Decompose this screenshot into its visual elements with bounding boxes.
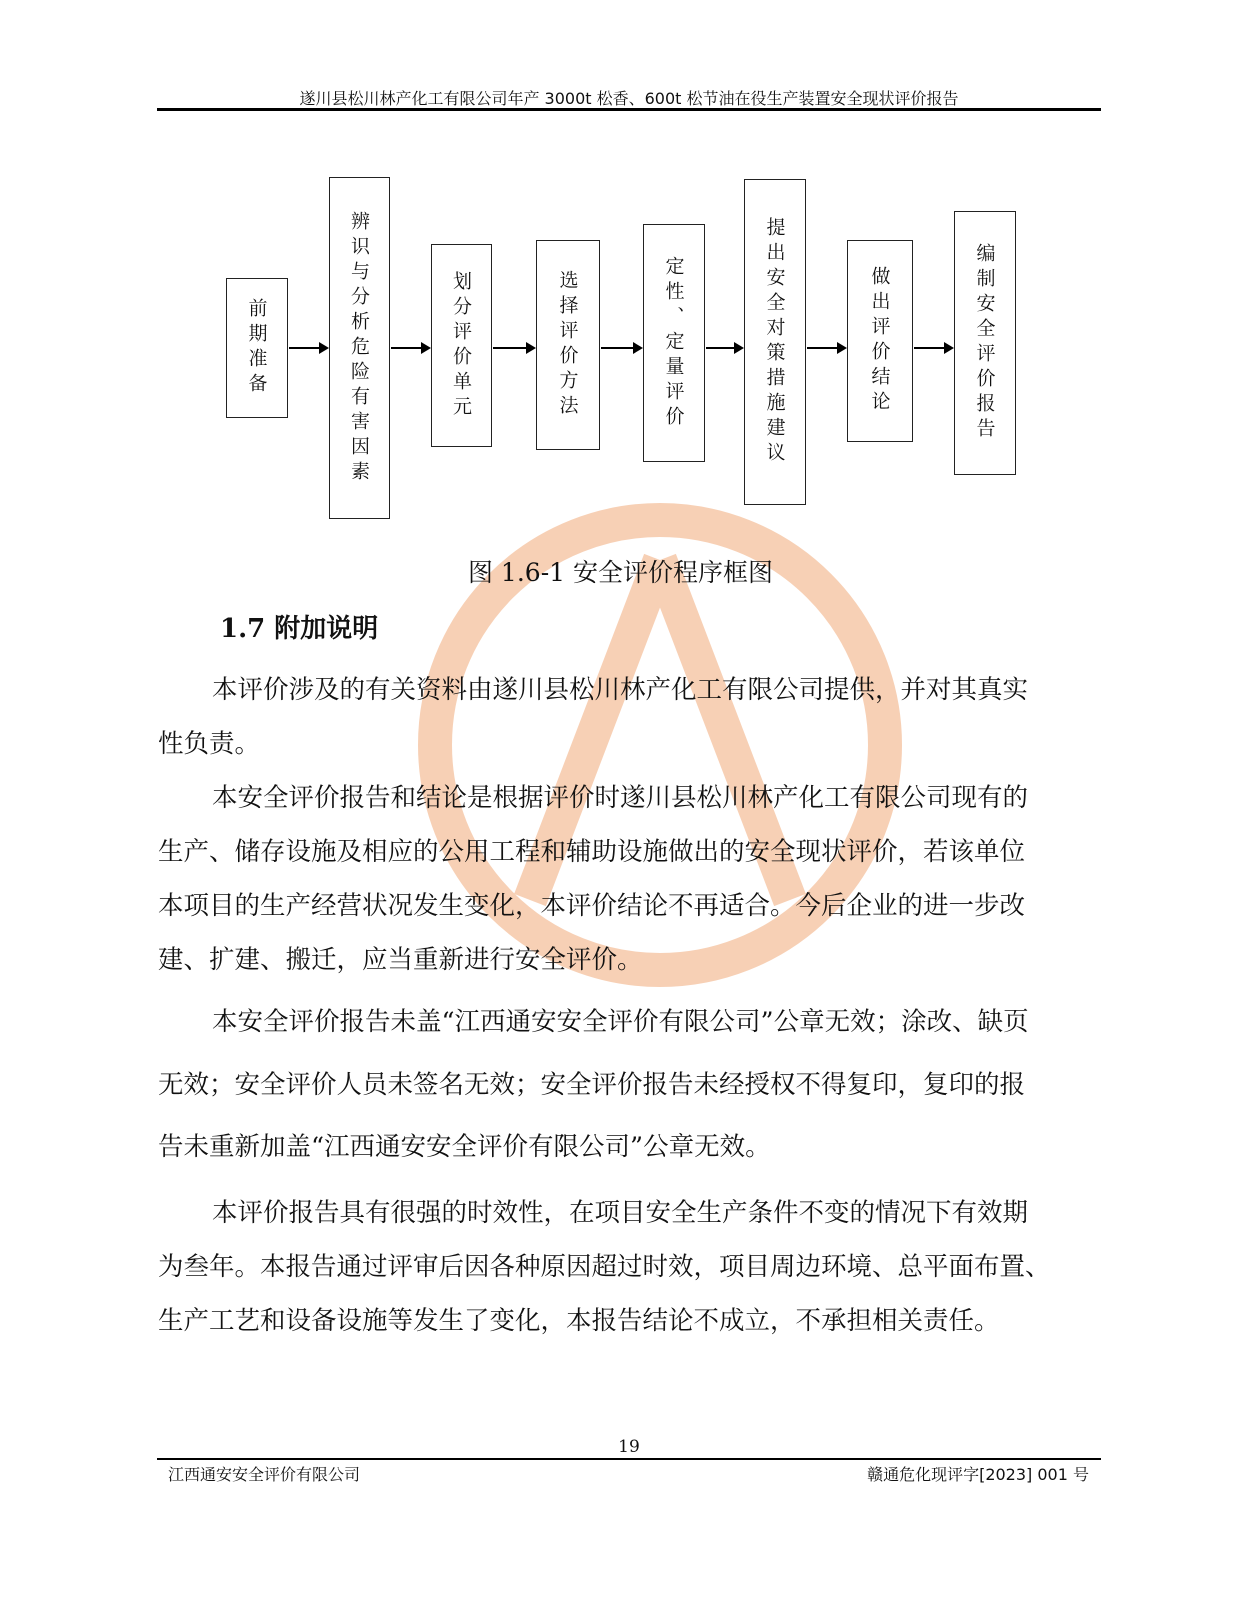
footer-doc-number: 赣通危化现评字[2023] 001 号 xyxy=(867,1465,1089,1484)
paragraph-line: 告未重新加盖“江西通安安全评价有限公司”公章无效。 xyxy=(158,1132,771,1162)
paragraph-line: 本评价报告具有很强的时效性，在项目安全生产条件不变的情况下有效期 xyxy=(212,1198,1029,1228)
arrow-icon xyxy=(706,347,742,349)
running-header: 遂川县松川林产化工有限公司年产 3000t 松香、600t 松节油在役生产装置安全现状评价报告 xyxy=(299,89,959,108)
step-label: 定性、定量评价 xyxy=(662,255,685,431)
step-label: 前期准备 xyxy=(245,298,268,398)
step-label: 编制安全评价报告 xyxy=(973,243,996,443)
paragraph-line: 生产、储存设施及相应的公用工程和辅助设施做出的安全现状评价，若该单位 xyxy=(158,837,1026,867)
step-label: 选择评价方法 xyxy=(556,270,579,420)
flow-step xyxy=(536,240,600,450)
paragraph-line: 性负责。 xyxy=(158,729,261,759)
step-label: 辨识与分析危险有害因素 xyxy=(348,210,370,486)
header-rule xyxy=(157,108,1101,111)
paragraph-line: 生产工艺和设备设施等发生了变化，本报告结论不成立，不承担相关责任。 xyxy=(158,1306,1000,1336)
paragraph-line: 本安全评价报告未盖“江西通安安全评价有限公司”公章无效；涂改、缺页 xyxy=(212,1007,1029,1037)
arrow-icon xyxy=(807,347,845,349)
figure-caption: 图 1.6-1 安全评价程序框图 xyxy=(467,558,773,587)
flow-step xyxy=(226,278,288,418)
arrow-icon xyxy=(914,347,952,349)
arrow-icon xyxy=(601,347,641,349)
step-label: 做出评价结论 xyxy=(868,266,891,416)
arrow-icon xyxy=(493,347,534,349)
step-label: 提出安全对策措施建议 xyxy=(763,217,786,467)
arrow-icon xyxy=(289,347,327,349)
paragraph-line: 为叁年。本报告通过评审后因各种原因超过时效，项目周边环境、总平面布置、 xyxy=(158,1252,1051,1282)
flow-step xyxy=(431,244,492,447)
footer-rule xyxy=(157,1458,1101,1460)
paragraph-line: 建、扩建、搬迁，应当重新进行安全评价。 xyxy=(158,945,643,975)
paragraph-line: 本评价涉及的有关资料由遂川县松川林产化工有限公司提供，并对其真实 xyxy=(212,675,1029,705)
step-label: 划分评价单元 xyxy=(450,270,472,421)
flow-step xyxy=(329,177,390,519)
section-heading: 1.7 附加说明 xyxy=(220,614,379,644)
paragraph-line: 无效；安全评价人员未签名无效；安全评价报告未经授权不得复印，复印的报 xyxy=(158,1070,1026,1100)
arrow-icon xyxy=(391,347,429,349)
flow-step xyxy=(643,224,705,462)
footer-company: 江西通安安全评价有限公司 xyxy=(168,1465,361,1484)
paragraph-line: 本安全评价报告和结论是根据评价时遂川县松川林产化工有限公司现有的 xyxy=(212,783,1029,813)
paragraph-line: 本项目的生产经营状况发生变化，本评价结论不再适合。今后企业的进一步改 xyxy=(158,891,1026,921)
page-number: 19 xyxy=(618,1437,640,1457)
flow-step xyxy=(847,240,913,442)
flow-step xyxy=(744,179,806,505)
flow-step xyxy=(954,211,1016,475)
